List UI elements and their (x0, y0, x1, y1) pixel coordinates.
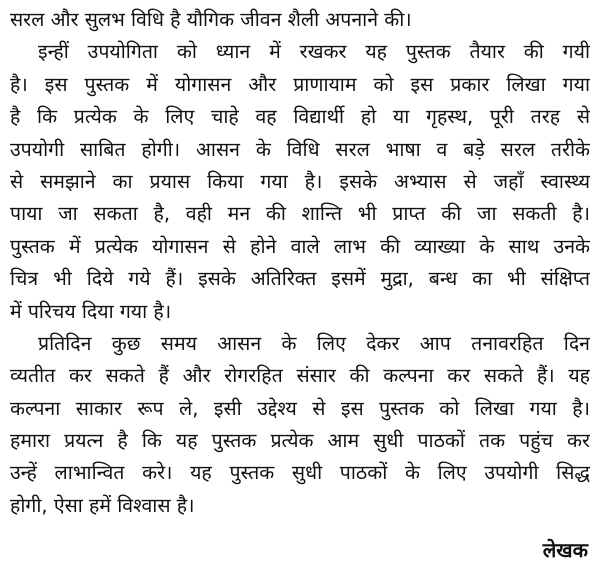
text-line: उपयोगी साबित होगी। आसन के विधि सरल भाषा व बड़े सरल तरीके (10, 137, 590, 161)
paragraph-3 (10, 328, 590, 522)
text-line: में परिचय दिया गया है। (10, 299, 172, 323)
text-line: इन्हीं उपयोगिता को ध्यान में रखकर यह पुस्तक तैयार की गयी (38, 40, 590, 64)
text-line: पुस्तक में प्रत्येक योगासन से होने वाले लाभ की व्याख्या के साथ उनके (10, 234, 590, 258)
text-line: व्यतीत कर सकते हैं और रोगरहित संसार की कल्पना कर सकते हैं। यह (10, 364, 590, 388)
text-line: पाया जा सकता है, वही मन की शान्ति भी प्राप्त की जा सकती है। (10, 202, 590, 226)
text-line: सरल और सुलभ विधि है यौगिक जीवन शैली अपनाने की। (10, 8, 412, 31)
author-signature: लेखक (542, 538, 588, 562)
text-line: है। इस पुस्तक में योगासन और प्राणायाम को इस प्रकार लिखा गया (10, 72, 590, 96)
paragraph-2 (10, 36, 590, 328)
text-line: उन्हें लाभान्वित करे। यह पुस्तक सुधी पाठकों के लिए उपयोगी सिद्ध (10, 461, 590, 485)
text-line: प्रतिदिन कुछ समय आसन के लिए देकर आप तनावरहित दिन (38, 331, 590, 355)
text-line: होगी, ऐसा हमें विश्वास है। (10, 493, 195, 517)
text-line: से समझाने का प्रयास किया गया है। इसके अभ्यास से जहाँ स्वास्थ्य (10, 169, 590, 193)
text-line: हमारा प्रयत्न है कि यह पुस्तक प्रत्येक आम सुधी पाठकों तक पहुंच कर (10, 429, 590, 453)
text-line: कल्पना साकार रूप ले, इसी उद्देश्य से इस पुस्तक को लिखा गया है। (10, 396, 590, 420)
text-line: है कि प्रत्येक के लिए चाहे वह विद्यार्थी हो या गृहस्थ, पूरी तरह से (10, 105, 590, 129)
paragraph-1 (10, 4, 590, 36)
text-line: चित्र भी दिये गये हैं। इसके अतिरिक्त इसमें मुद्रा, बन्ध का भी संक्षिप्त (10, 267, 590, 291)
